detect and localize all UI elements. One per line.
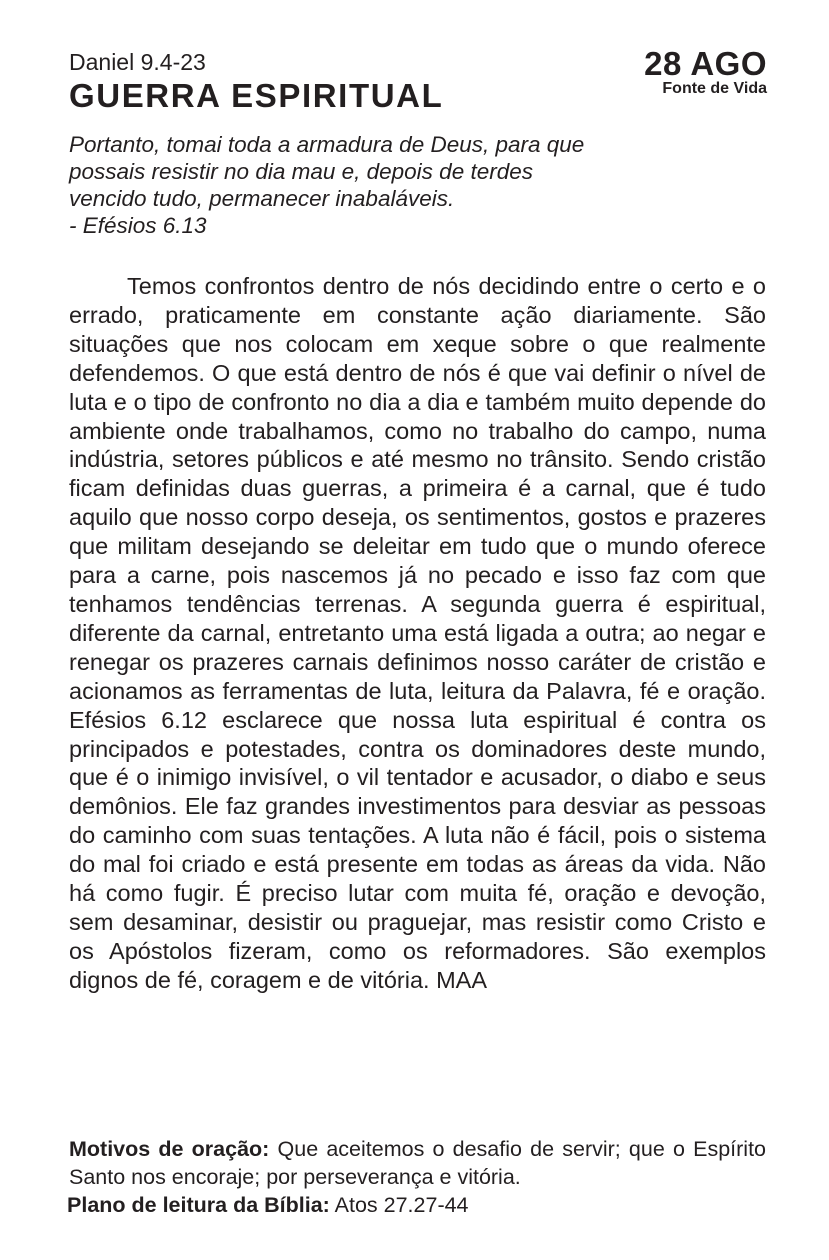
scripture-reading-reference: Daniel 9.4-23 <box>69 49 206 75</box>
bible-reading-plan <box>67 1191 469 1219</box>
key-verse-line: Portanto, tomai toda a armadura de Deus, para que <box>69 132 585 157</box>
key-verse-line: possais resistir no dia mau e, depois de terdes <box>69 159 533 184</box>
bible-reading-plan-label: Plano de leitura da Bíblia: <box>67 1193 330 1217</box>
devotional-body: Temos confrontos dentro de nós decidindo entre o certo e o errado, praticamente em constante ação diariamente. São situações que nos colocam em xeque sobre o que realmente defendemos. O que está dentro de nós é que vai definir o nível de luta e o tipo de confronto no dia a dia e também muito depende do ambiente onde trabalhamos, como no trabalho do campo, numa indústria, setores públicos e até mesmo no trânsito. Sendo cristão ficam definidas duas guerras, a primeira é a carnal, que é tudo aquilo que nosso corpo deseja, os sentimentos, gostos e prazeres que militam desejando se deleitar em tudo que o mundo oferece para a carne, pois nascemos já no pecado e isso faz com que tenhamos tendências terrenas. A segunda guerra é espiritual, diferente da carnal, entretanto uma está ligada a outra; ao negar e renegar os prazeres carnais definimos nosso caráter de cristão e acionamos as ferramentas de luta, leitura da Palavra, fé e oração. Efésios 6.12 esclarece que nossa luta espiritual é contra os principados e potestades, contra os dominadores deste mundo, que é o inimigo invisível, o vil tentador e acusador, o diabo e seus demônios. Ele faz grandes investimentos para desviar as pessoas do caminho com suas tentações. A luta não é fácil, pois o sistema do mal foi criado e está presente em todas as áreas da vida. Não há como fugir. É preciso lutar com muita fé, oração e devoção, sem desaminar, desistir ou praguejar, mas resistir como Cristo e os Apóstolos fizeram, como os reformadores. São exemplos dignos de fé, coragem e de vitória. MAA <box>69 273 766 993</box>
key-verse-line: vencido tudo, permanecer inabaláveis. <box>69 186 455 211</box>
bible-reading-plan-text: Atos 27.27-44 <box>334 1193 469 1217</box>
prayer-topics <box>69 1135 766 1191</box>
publication-name: Fonte de Vida <box>662 80 767 97</box>
key-verse <box>69 131 769 239</box>
key-verse-citation: - Efésios 6.13 <box>69 213 207 238</box>
devotional-date: 28 AGO <box>644 45 767 82</box>
prayer-topics-text: Que aceitemos o desafio de servir; que o Espírito Santo nos encoraje; por perseverança e vitória. <box>69 1137 767 1189</box>
prayer-topics-label: Motivos de oração: <box>69 1137 270 1161</box>
devotional-title: GUERRA ESPIRITUAL <box>69 77 444 114</box>
